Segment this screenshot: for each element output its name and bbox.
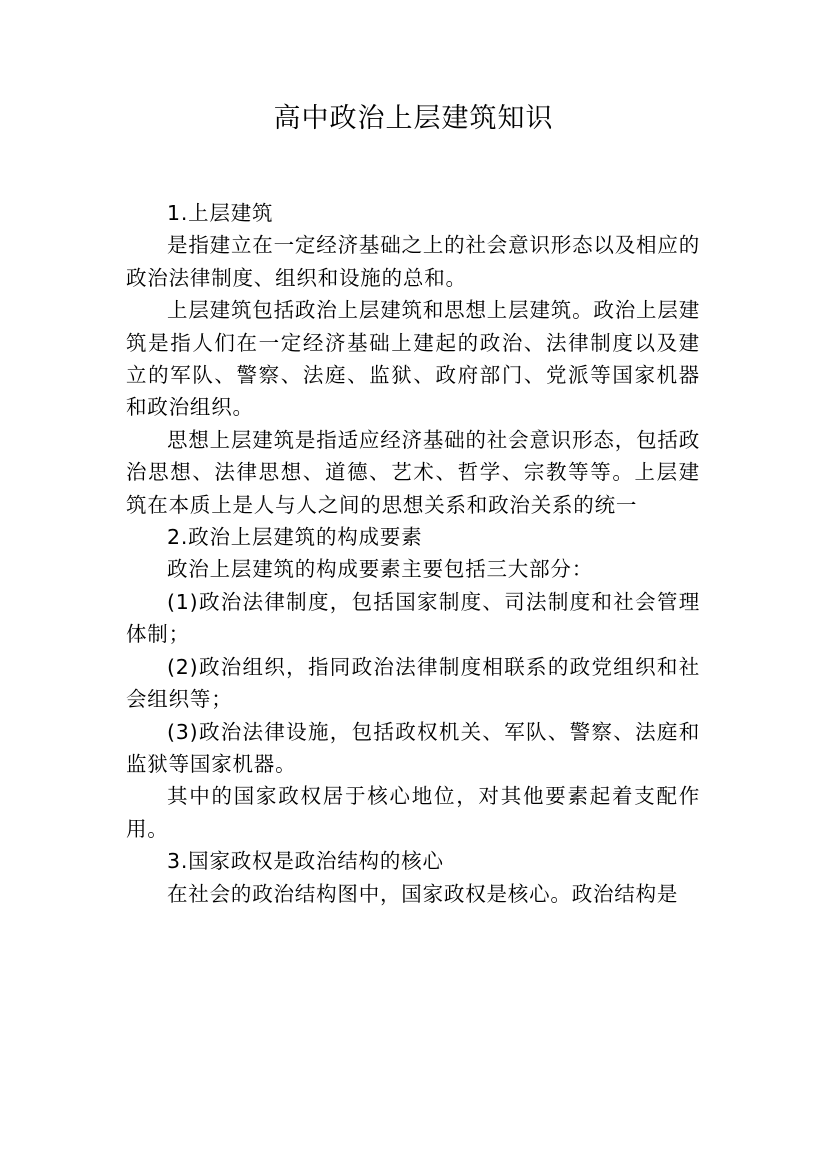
- body-paragraph: 其中的国家政权居于核心地位，对其他要素起着支配作用。: [126, 784, 700, 841]
- body-paragraph: 思想上层建筑是指适应经济基础的社会意识形态，包括政治思想、法律思想、道德、艺术、哲学、宗教等等。上层建筑在本质上是人与人之间的思想关系和政治关系的统一: [126, 427, 700, 517]
- document-body: [126, 197, 700, 910]
- list-item: (2)政治组织，指同政治法律制度相联系的政党组织和社会组织等；: [126, 654, 700, 712]
- list-item: (3)政治法律设施，包括政权机关、军队、警察、法庭和监狱等国家机器。: [126, 719, 700, 776]
- body-paragraph: 上层建筑包括政治上层建筑和思想上层建筑。政治上层建筑是指人们在一定经济基础上建起的政治、法律制度以及建立的军队、警察、法庭、监狱、政府部门、党派等国家机器和政治组织。: [126, 298, 700, 420]
- body-paragraph: 是指建立在一定经济基础之上的社会意识形态以及相应的政治法律制度、组织和设施的总和。: [126, 233, 700, 290]
- document-title: 高中政治上层建筑知识: [273, 103, 554, 134]
- list-item: (1)政治法律制度，包括国家制度、司法制度和社会管理体制；: [126, 589, 700, 647]
- section-heading: 1.上层建筑: [167, 201, 274, 225]
- section-heading: 3.国家政权是政治结构的核心: [167, 849, 444, 874]
- body-paragraph: 政治上层建筑的构成要素主要包括三大部分：: [167, 557, 593, 582]
- section-heading: 2.政治上层建筑的构成要素: [167, 525, 423, 550]
- body-paragraph: 在社会的政治结构图中，国家政权是核心。政治结构是: [167, 881, 679, 906]
